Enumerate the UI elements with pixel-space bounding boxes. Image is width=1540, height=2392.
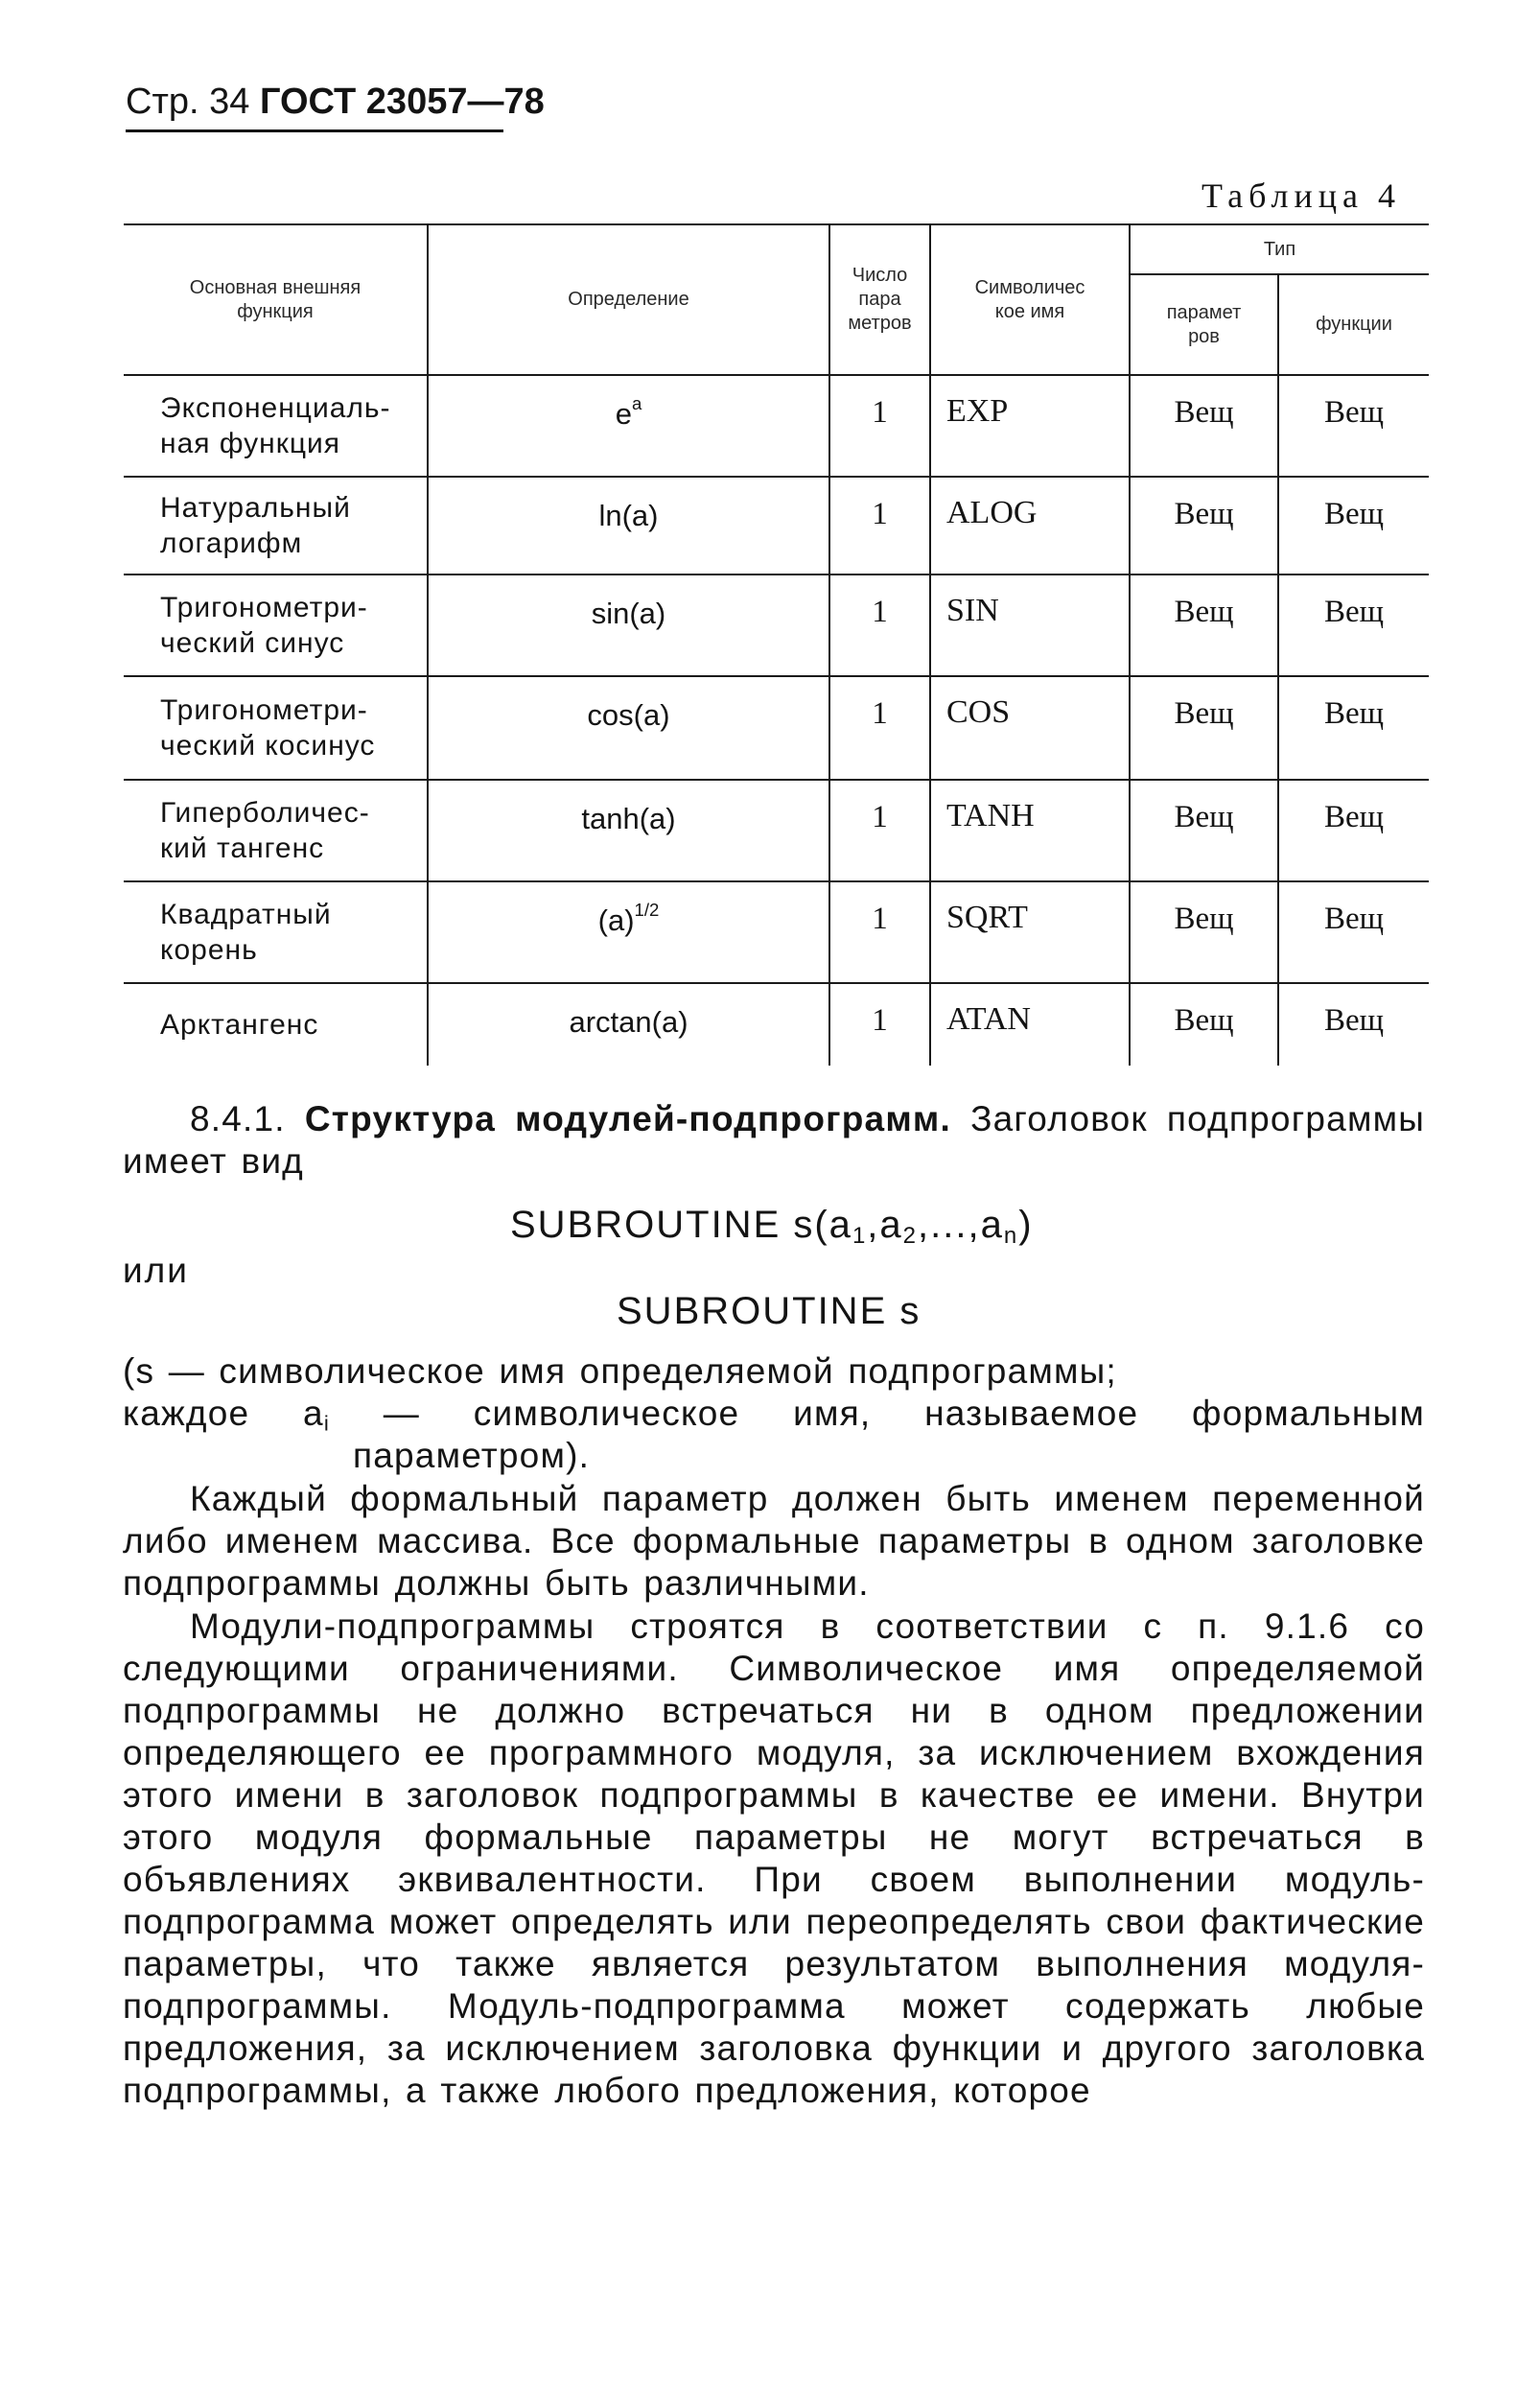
paragraph-formal-params: Каждый формальный параметр должен быть именем переменной либо именем массива. Все формальные параметры в одном заголовке подпрограммы должны быть различными. — [123, 1479, 1425, 1603]
section-intro: Заголовок подпрограммы имеет вид — [123, 1099, 1426, 1181]
table-cell-function: Тригонометри- ческий синус — [160, 592, 368, 659]
header-symbolic-name: Символичес кое имя — [974, 276, 1085, 322]
legend-line-2: каждое $a_i$ — символическое имя, называемое формальным параметром). — [123, 1394, 1425, 1475]
table-cell-type-function: Вещ — [1323, 696, 1385, 731]
table-cell-symbolic-name: SQRT — [946, 900, 1028, 935]
table-cell-function: Натуральный логарифм — [160, 492, 351, 559]
table-cell-symbolic-name: ATAN — [946, 1001, 1031, 1037]
table-cell-definition: tanh(a) — [581, 802, 676, 835]
table-cell-param-count: 1 — [872, 595, 888, 629]
header-type-params: параметров — [1166, 301, 1242, 347]
table-cell-type-function: Вещ — [1323, 595, 1385, 629]
header-type: Тип — [1263, 238, 1296, 260]
table-cell-definition: cos(a) — [587, 698, 670, 732]
table-cell-definition: ln(a) — [598, 499, 659, 532]
table-cell-definition: sin(a) — [591, 597, 666, 630]
table-cell-param-count: 1 — [872, 800, 888, 834]
page-number: Стр. 34 — [126, 82, 250, 122]
table-cell-type-function: Вещ — [1323, 395, 1385, 430]
table-cell-type-function: Вещ — [1323, 497, 1385, 531]
table-cell-type-function: Вещ — [1323, 902, 1385, 936]
table-cell-type-params: Вещ — [1174, 1003, 1234, 1038]
section-heading-paragraph — [123, 1098, 1425, 1183]
section-title: Структура модулей-подпрограмм. — [304, 1099, 951, 1138]
legend-line-1: (s — символическое имя определяемой подпрограммы; — [123, 1351, 1117, 1391]
paragraph-subroutine-rules: Модули-подпрограммы строятся в соответствии с п. 9.1.6 со следующими ограничениями. Символическое имя определяемой подпрограммы не должно встречаться ни в одном предложении определяющего ее программного модуля, за исключением вхождения этого имени в заголовок подпрограммы в качестве ее имени. Внутри этого модуля формальные параметры не могут встречаться в объявлениях эквивалентности. При своем выполнении модуль-подпрограмма может определять или переопределять свои фактические параметры, что также является результатом выполнения модуля-подпрограммы. Модуль-подпрограмма может содержать любые предложения, за исключением заголовка функции и другого заголовка подпрограммы, а также любого предложения, которое — [123, 1606, 1425, 2110]
table-cell-type-params: Вещ — [1174, 395, 1234, 430]
header-definition: Определение — [568, 289, 689, 310]
table-cell-type-params: Вещ — [1174, 595, 1234, 629]
table-cell-param-count: 1 — [872, 395, 888, 430]
table-cell-function: Квадратный корень — [160, 899, 332, 966]
standard-number: ГОСТ 23057—78 — [259, 82, 545, 122]
table-cell-type-params: Вещ — [1174, 902, 1234, 936]
table-cell-symbolic-name: EXP — [946, 393, 1009, 429]
table-cell-function: Тригонометри- ческий косинус — [160, 694, 376, 762]
table-cell-type-function: Вещ — [1323, 800, 1385, 834]
table-cell-function: Арктангенс — [160, 1009, 319, 1041]
table-cell-function: Экспоненциаль- ная функция — [160, 392, 391, 459]
page-header — [126, 81, 545, 123]
header-function: Основная внешняя функция — [189, 276, 362, 322]
table-cell-definition: $e^a$ — [615, 393, 642, 431]
table-cell-symbolic-name: COS — [946, 694, 1011, 730]
header-type-function: функции — [1316, 314, 1392, 335]
section-number: 8.4.1. — [190, 1099, 286, 1138]
table-cell-param-count: 1 — [872, 1003, 888, 1038]
table-cell-param-count: 1 — [872, 696, 888, 731]
table-cell-type-params: Вещ — [1174, 696, 1234, 731]
table-cell-function: Гиперболичес- кий тангенс — [160, 797, 370, 864]
table-cell-symbolic-name: ALOG — [946, 495, 1038, 530]
header-param-count: Число пара метров — [848, 265, 912, 334]
table-cell-symbolic-name: SIN — [946, 593, 999, 628]
table-cell-param-count: 1 — [872, 902, 888, 936]
table-cell-type-function: Вещ — [1323, 1003, 1385, 1038]
table-cell-symbolic-name: TANH — [946, 798, 1035, 833]
table-caption: Таблица 4 — [1202, 176, 1401, 215]
header-rule — [126, 129, 503, 132]
table-cell-type-params: Вещ — [1174, 497, 1234, 531]
formula-subroutine-no-args: SUBROUTINE s — [617, 1290, 922, 1332]
table-cell-type-params: Вещ — [1174, 800, 1234, 834]
table-cell-definition: arctan(a) — [569, 1005, 688, 1039]
or-word: или — [123, 1251, 189, 1290]
table-cell-param-count: 1 — [872, 497, 888, 531]
table-cell-definition: $(a)^{1/2}$ — [597, 900, 660, 937]
formula-subroutine-with-args: SUBROUTINE $s(a_1,a_2,...,a_n)$ — [510, 1204, 1034, 1249]
